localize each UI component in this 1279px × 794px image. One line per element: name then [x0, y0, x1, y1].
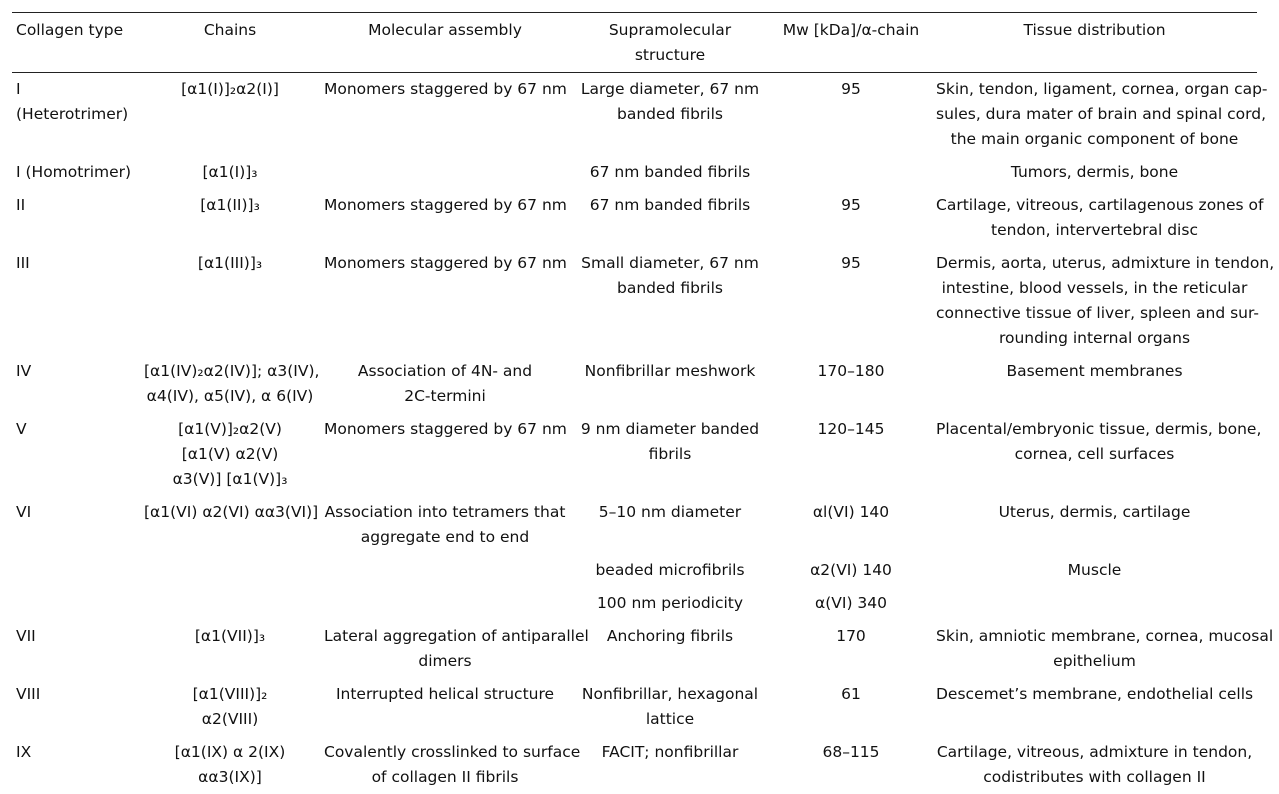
- header-supramolecular-structure: Supramolecular structure: [570, 13, 770, 73]
- table-row: [12, 156, 1257, 189]
- table-row: [12, 554, 1257, 587]
- cell-tissue-distribution-line: intestine, blood vessels, in the reticular: [936, 276, 1253, 301]
- cell-supramolecular-structure-line: lattice: [574, 707, 766, 732]
- table-row: [12, 496, 1257, 554]
- table-row: [12, 587, 1257, 620]
- cell-chains-line: [α1(VIII)]₂: [144, 682, 316, 707]
- cell-supramolecular-structure: [570, 247, 770, 355]
- cell-mw: 95: [770, 73, 932, 157]
- cell-molecular-assembly: [320, 355, 570, 413]
- table-row: [12, 247, 1257, 355]
- cell-chains-line: α3(V)] [α1(V)]₃: [144, 467, 316, 492]
- cell-molecular-assembly-line: Lateral aggregation of antiparallel: [324, 624, 566, 649]
- cell-supramolecular-structure-line: 9 nm diameter banded: [574, 417, 766, 442]
- cell-supramolecular-structure: [570, 355, 770, 413]
- cell-molecular-assembly-line: of collagen II fibrils: [324, 765, 566, 790]
- header-molecular-assembly: Molecular assembly: [320, 13, 570, 73]
- cell-tissue-distribution-line: Cartilage, vitreous, admixture in tendon,: [936, 740, 1253, 765]
- cell-collagen-type: VI: [12, 496, 140, 554]
- cell-molecular-assembly: [320, 189, 570, 247]
- cell-collagen-type: IV: [12, 355, 140, 413]
- header-mw: Mw [kDa]/α-chain: [770, 13, 932, 73]
- cell-tissue-distribution-line: Skin, amniotic membrane, cornea, mucosal: [936, 624, 1253, 649]
- cell-chains-line: [α1(II)]₃: [144, 193, 316, 218]
- cell-tissue-distribution: [932, 189, 1257, 247]
- cell-mw: 170: [770, 620, 932, 678]
- cell-mw: αl(VI) 140: [770, 496, 932, 554]
- cell-molecular-assembly: [320, 156, 570, 189]
- cell-chains-line: [α1(V) α2(V): [144, 442, 316, 467]
- cell-collagen-type: I (Heterotrimer): [12, 73, 140, 157]
- cell-mw: 95: [770, 189, 932, 247]
- table-row: [12, 355, 1257, 413]
- collagen-types-table: [12, 13, 1257, 794]
- cell-molecular-assembly-line: Monomers staggered by 67 nm: [324, 417, 566, 442]
- cell-supramolecular-structure-line: 67 nm banded fibrils: [574, 193, 766, 218]
- cell-chains-line: [α1(I)]₃: [144, 160, 316, 185]
- cell-supramolecular-structure: [570, 496, 770, 554]
- cell-molecular-assembly-line: Association into tetramers that: [324, 500, 566, 525]
- cell-mw: [770, 156, 932, 189]
- cell-supramolecular-structure-line: banded fibrils: [574, 276, 766, 301]
- cell-collagen-type: [12, 587, 140, 620]
- cell-tissue-distribution-line: [936, 591, 1253, 616]
- table-row: [12, 73, 1257, 157]
- cell-supramolecular-structure-line: FACIT; nonfibrillar: [574, 740, 766, 765]
- cell-mw: 95: [770, 247, 932, 355]
- cell-molecular-assembly: [320, 620, 570, 678]
- cell-molecular-assembly-line: aggregate end to end: [324, 525, 566, 550]
- cell-tissue-distribution: [932, 736, 1257, 794]
- cell-molecular-assembly: [320, 554, 570, 587]
- cell-molecular-assembly-line: Monomers staggered by 67 nm: [324, 251, 566, 276]
- cell-tissue-distribution: [932, 247, 1257, 355]
- cell-collagen-type: IX: [12, 736, 140, 794]
- cell-supramolecular-structure: [570, 189, 770, 247]
- cell-chains: [140, 736, 320, 794]
- cell-chains-line: [α1(VII)]₃: [144, 624, 316, 649]
- cell-supramolecular-structure-line: 5–10 nm diameter: [574, 500, 766, 525]
- cell-tissue-distribution-line: epithelium: [936, 649, 1253, 674]
- cell-chains: [140, 247, 320, 355]
- cell-tissue-distribution: [932, 496, 1257, 554]
- cell-supramolecular-structure-line: 67 nm banded fibrils: [574, 160, 766, 185]
- cell-tissue-distribution-line: Descemet’s membrane, endothelial cells: [936, 682, 1253, 707]
- cell-chains-line: αα3(IX)]: [144, 765, 316, 790]
- cell-tissue-distribution-line: the main organic component of bone: [936, 127, 1253, 152]
- cell-collagen-type: II: [12, 189, 140, 247]
- cell-tissue-distribution-line: codistributes with collagen II: [936, 765, 1253, 790]
- cell-chains-line: [α1(IX) α 2(IX): [144, 740, 316, 765]
- cell-tissue-distribution-line: Tumors, dermis, bone: [936, 160, 1253, 185]
- cell-molecular-assembly-line: [324, 591, 566, 616]
- cell-mw: 61: [770, 678, 932, 736]
- cell-molecular-assembly: [320, 678, 570, 736]
- cell-supramolecular-structure-line: 100 nm periodicity: [574, 591, 766, 616]
- cell-chains: [140, 620, 320, 678]
- cell-chains: [140, 189, 320, 247]
- cell-supramolecular-structure-line: fibrils: [574, 442, 766, 467]
- cell-chains: [140, 355, 320, 413]
- cell-molecular-assembly-line: [324, 558, 566, 583]
- header-tissue-distribution: Tissue distribution: [932, 13, 1257, 73]
- cell-molecular-assembly: [320, 496, 570, 554]
- cell-molecular-assembly-line: 2C-termini: [324, 384, 566, 409]
- cell-tissue-distribution-line: Placental/embryonic tissue, dermis, bone,: [936, 417, 1253, 442]
- cell-tissue-distribution-line: rounding internal organs: [936, 326, 1253, 351]
- cell-collagen-type: VII: [12, 620, 140, 678]
- cell-mw: 68–115: [770, 736, 932, 794]
- cell-supramolecular-structure: [570, 156, 770, 189]
- cell-chains: [140, 587, 320, 620]
- cell-molecular-assembly-line: Association of 4N- and: [324, 359, 566, 384]
- table-row: [12, 736, 1257, 794]
- cell-tissue-distribution: [932, 587, 1257, 620]
- cell-molecular-assembly: [320, 587, 570, 620]
- cell-chains-line: [α1(VI) α2(VI) αα3(VI)]: [144, 500, 316, 525]
- cell-tissue-distribution-line: tendon, intervertebral disc: [936, 218, 1253, 243]
- cell-supramolecular-structure-line: beaded microfibrils: [574, 558, 766, 583]
- cell-tissue-distribution: [932, 73, 1257, 157]
- cell-molecular-assembly-line: Monomers staggered by 67 nm: [324, 77, 566, 102]
- cell-tissue-distribution-line: connective tissue of liver, spleen and sur-: [936, 301, 1253, 326]
- cell-chains-line: α2(VIII): [144, 707, 316, 732]
- cell-tissue-distribution: [932, 355, 1257, 413]
- cell-molecular-assembly-line: dimers: [324, 649, 566, 674]
- cell-tissue-distribution: [932, 554, 1257, 587]
- cell-supramolecular-structure: [570, 678, 770, 736]
- cell-supramolecular-structure-line: Small diameter, 67 nm: [574, 251, 766, 276]
- table-row: [12, 413, 1257, 496]
- cell-mw: α(VI) 340: [770, 587, 932, 620]
- cell-chains: [140, 73, 320, 157]
- cell-molecular-assembly-line: Covalently crosslinked to surface: [324, 740, 566, 765]
- cell-chains-line: [α1(III)]₃: [144, 251, 316, 276]
- cell-supramolecular-structure-line: Nonfibrillar, hexagonal: [574, 682, 766, 707]
- cell-chains-line: [144, 558, 316, 583]
- cell-chains: [140, 496, 320, 554]
- table-row: [12, 620, 1257, 678]
- table-row: [12, 189, 1257, 247]
- cell-supramolecular-structure: [570, 554, 770, 587]
- table-header-row: [12, 13, 1257, 73]
- cell-tissue-distribution-line: Cartilage, vitreous, cartilagenous zones of: [936, 193, 1253, 218]
- cell-collagen-type: VIII: [12, 678, 140, 736]
- cell-tissue-distribution-line: Skin, tendon, ligament, cornea, organ cap-: [936, 77, 1253, 102]
- cell-tissue-distribution-line: sules, dura mater of brain and spinal cord,: [936, 102, 1253, 127]
- cell-chains-line: [α1(IV)₂α2(IV)]; α3(IV),: [144, 359, 316, 384]
- cell-chains: [140, 413, 320, 496]
- cell-collagen-type: I (Homotrimer): [12, 156, 140, 189]
- cell-tissue-distribution: [932, 620, 1257, 678]
- cell-collagen-type: III: [12, 247, 140, 355]
- cell-molecular-assembly: [320, 247, 570, 355]
- cell-molecular-assembly-line: Interrupted helical structure: [324, 682, 566, 707]
- cell-tissue-distribution: [932, 413, 1257, 496]
- cell-chains-line: α4(IV), α5(IV), α 6(IV): [144, 384, 316, 409]
- cell-tissue-distribution-line: Muscle: [936, 558, 1253, 583]
- cell-chains: [140, 156, 320, 189]
- cell-tissue-distribution-line: Dermis, aorta, uterus, admixture in tendon,: [936, 251, 1253, 276]
- cell-supramolecular-structure-line: Nonfibrillar meshwork: [574, 359, 766, 384]
- cell-tissue-distribution-line: Basement membranes: [936, 359, 1253, 384]
- cell-molecular-assembly-line: Monomers staggered by 67 nm: [324, 193, 566, 218]
- cell-tissue-distribution: [932, 156, 1257, 189]
- cell-tissue-distribution-line: cornea, cell surfaces: [936, 442, 1253, 467]
- cell-supramolecular-structure: [570, 620, 770, 678]
- cell-supramolecular-structure: [570, 587, 770, 620]
- cell-collagen-type: [12, 554, 140, 587]
- cell-molecular-assembly: [320, 413, 570, 496]
- cell-collagen-type: V: [12, 413, 140, 496]
- table-row: [12, 678, 1257, 736]
- cell-supramolecular-structure: [570, 413, 770, 496]
- cell-molecular-assembly-line: [324, 160, 566, 185]
- table-body: [12, 73, 1257, 794]
- cell-chains-line: [144, 591, 316, 616]
- header-collagen-type: Collagen type: [12, 13, 140, 73]
- cell-supramolecular-structure: [570, 73, 770, 157]
- cell-tissue-distribution-line: Uterus, dermis, cartilage: [936, 500, 1253, 525]
- collagen-table-container: [12, 12, 1257, 794]
- cell-supramolecular-structure-line: Large diameter, 67 nm: [574, 77, 766, 102]
- cell-mw: 120–145: [770, 413, 932, 496]
- cell-tissue-distribution: [932, 678, 1257, 736]
- cell-chains-line: [α1(I)]₂α2(I)]: [144, 77, 316, 102]
- cell-chains: [140, 678, 320, 736]
- cell-molecular-assembly: [320, 73, 570, 157]
- header-chains: Chains: [140, 13, 320, 73]
- cell-mw: α2(VI) 140: [770, 554, 932, 587]
- cell-supramolecular-structure-line: Anchoring fibrils: [574, 624, 766, 649]
- cell-molecular-assembly: [320, 736, 570, 794]
- cell-chains: [140, 554, 320, 587]
- cell-supramolecular-structure: [570, 736, 770, 794]
- cell-supramolecular-structure-line: banded fibrils: [574, 102, 766, 127]
- cell-mw: 170–180: [770, 355, 932, 413]
- cell-chains-line: [α1(V)]₂α2(V): [144, 417, 316, 442]
